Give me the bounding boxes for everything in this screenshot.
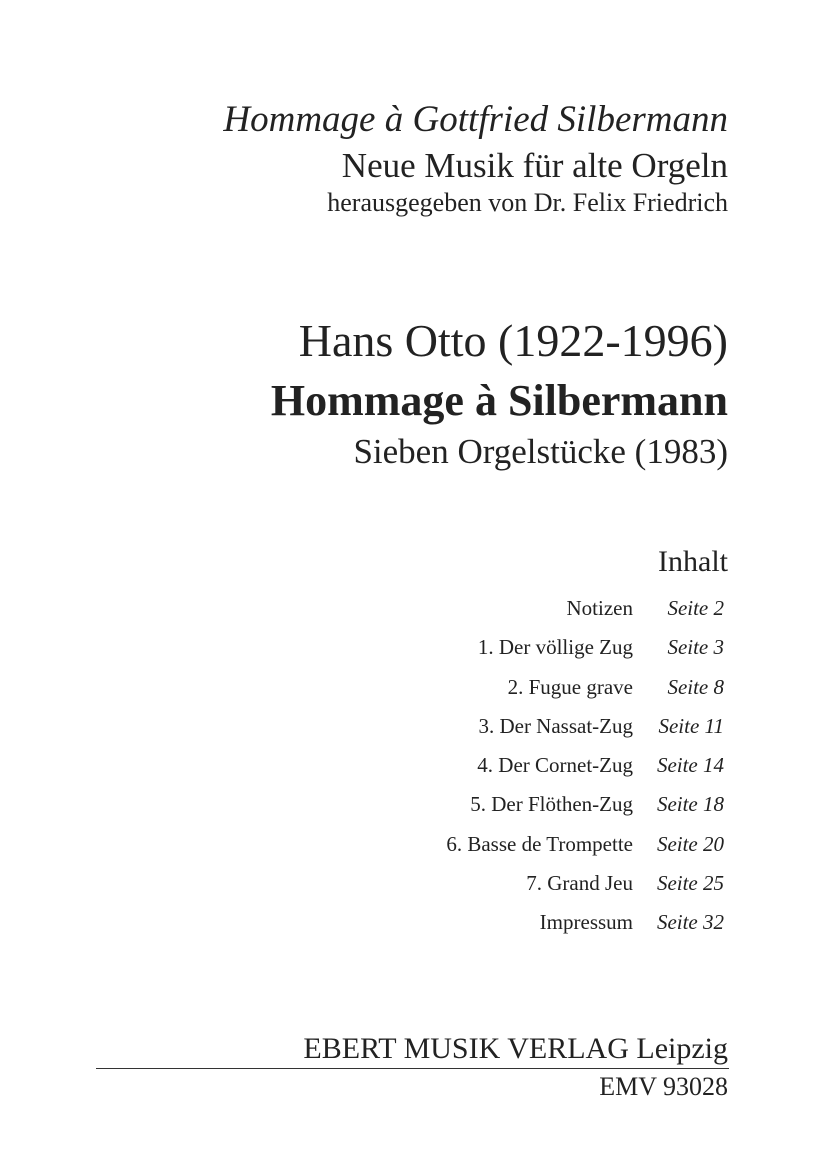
toc-row [0,831,826,873]
toc-entry-title: 3. Der Nassat-Zug [478,713,633,738]
toc-row [0,598,826,637]
toc-row [0,713,826,755]
toc-entry-page: Seite 18 [656,792,724,817]
toc-entry-title: 6. Basse de Trompette [446,831,633,856]
toc-entry-title: 4. Der Cornet-Zug [477,753,633,777]
toc-entry-page: Seite 2 [667,596,724,620]
work-subtitle: Sieben Orgelstücke (1983) [353,432,728,471]
toc-entry-page: Seite 32 [656,910,724,934]
toc-row [0,912,826,951]
toc-entry-title: 7. Grand Jeu [526,870,633,895]
toc-row [0,637,826,676]
toc-entry-title: Notizen [566,596,633,620]
toc-entry-page: Seite 11 [658,713,724,738]
work-title: Hommage à Silbermann [270,376,728,425]
toc-heading: Inhalt [658,545,728,578]
toc-row [0,674,826,716]
toc-entry-title: 2. Fugue grave [507,674,633,699]
composer-name: Hans Otto (1922-1996) [298,315,728,366]
toc-entry-page: Seite 8 [667,674,724,699]
toc-row [0,794,826,833]
toc-entry-page: Seite 20 [656,831,724,856]
table-of-contents [0,598,826,951]
catalog-number: EMV 93028 [599,1072,728,1101]
toc-row [0,870,826,912]
publisher-name: EBERT MUSIK VERLAG Leipzig [303,1032,728,1065]
toc-entry-page: Seite 25 [656,870,724,895]
divider [96,1068,729,1069]
series-title: Hommage à Gottfried Silbermann [223,99,728,140]
series-subtitle: Neue Musik für alte Orgeln [341,146,728,185]
toc-entry-page: Seite 14 [656,753,724,777]
toc-entry-title: 5. Der Flöthen-Zug [470,792,633,817]
toc-entry-page: Seite 3 [667,635,724,660]
toc-row [0,755,826,794]
toc-entry-title: 1. Der völlige Zug [477,635,633,660]
editor-line: herausgegeben von Dr. Felix Friedrich [327,188,728,217]
toc-entry-title: Impressum [539,910,633,934]
